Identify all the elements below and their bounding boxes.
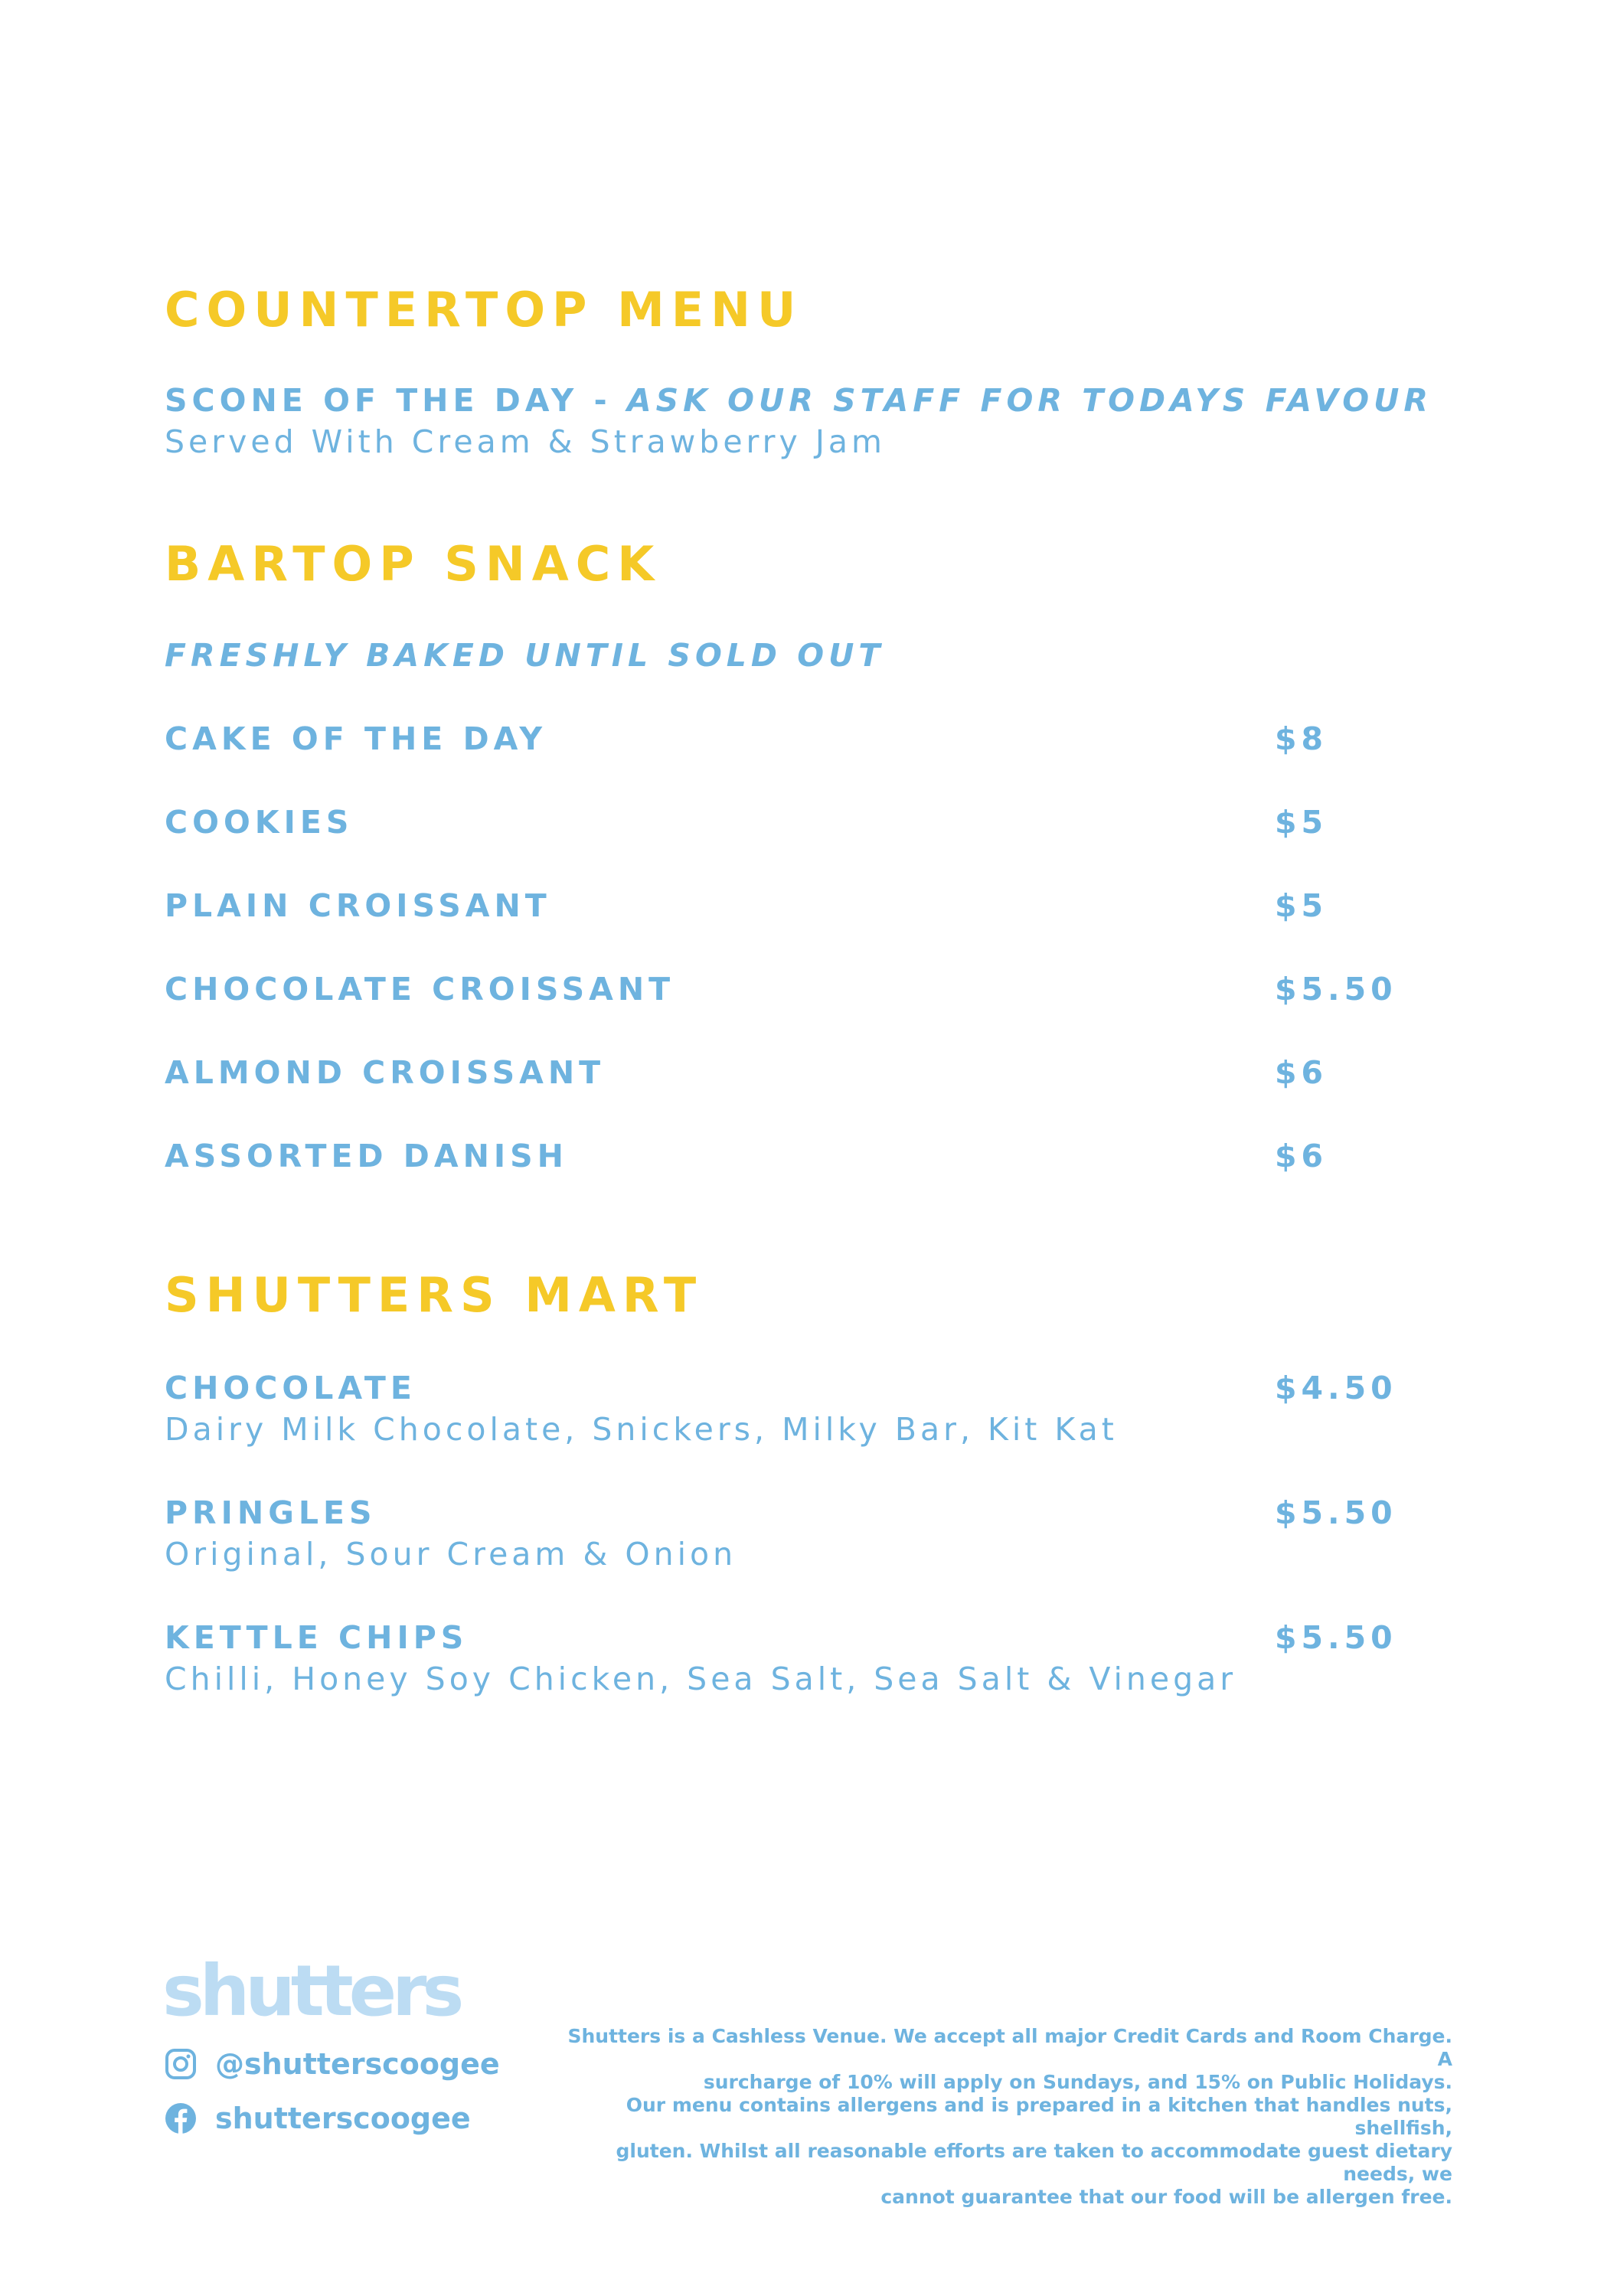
- scone-name: SCONE OF THE DAY -: [165, 382, 627, 419]
- scone-name-italic: ASK OUR STAFF FOR TODAYS FAVOUR: [626, 382, 1432, 419]
- menu-item-name: CAKE OF THE DAY: [165, 720, 547, 757]
- menu-item-name: COOKIES: [165, 804, 354, 841]
- notice-line: gluten. Whilst all reasonable efforts are taken to accommodate guest dietary needs, we: [616, 2140, 1452, 2185]
- countertop-menu-title: COUNTERTOP MENU: [165, 282, 803, 338]
- facebook-handle: shutterscoogee: [215, 2102, 471, 2135]
- menu-item-name: CHOCOLATE: [165, 1370, 416, 1406]
- shutters-mart-title: SHUTTERS MART: [165, 1267, 704, 1323]
- notice-line: Shutters is a Cashless Venue. We accept all major Credit Cards and Room Charge. A: [567, 2025, 1452, 2070]
- menu-item-description: Dairy Milk Chocolate, Snickers, Milky Bar, Kit Kat: [165, 1411, 1118, 1448]
- menu-item-price: $5: [1275, 887, 1328, 924]
- scone-description: Served With Cream & Strawberry Jam: [165, 423, 886, 460]
- notice-line: surcharge of 10% will apply on Sundays, and 15% on Public Holidays.: [703, 2071, 1452, 2093]
- facebook-link[interactable]: [165, 2102, 471, 2135]
- notice-line: cannot guarantee that our food will be allergen free.: [880, 2186, 1452, 2208]
- menu-item-price: $6: [1275, 1054, 1328, 1091]
- instagram-icon: [165, 2048, 197, 2080]
- menu-item-name: KETTLE CHIPS: [165, 1619, 469, 1656]
- menu-item-name: ALMOND CROISSANT: [165, 1054, 606, 1091]
- menu-item-price: $6: [1275, 1138, 1328, 1174]
- instagram-handle: @shutterscoogee: [215, 2047, 500, 2081]
- facebook-icon: [165, 2102, 197, 2134]
- menu-item-description: Original, Sour Cream & Onion: [165, 1536, 737, 1573]
- menu-item-name: PLAIN CROISSANT: [165, 887, 551, 924]
- menu-item-name: ASSORTED DANISH: [165, 1138, 568, 1174]
- menu-item-name: PRINGLES: [165, 1494, 377, 1531]
- scone-item-name: [165, 382, 1432, 419]
- menu-item-description: Chilli, Honey Soy Chicken, Sea Salt, Sea Salt & Vinegar: [165, 1661, 1237, 1697]
- menu-item-price: $4.50: [1275, 1370, 1397, 1406]
- instagram-link[interactable]: [165, 2047, 500, 2081]
- menu-item-name: CHOCOLATE CROISSANT: [165, 971, 675, 1008]
- menu-item-price: $5: [1275, 804, 1328, 841]
- bartop-snack-title: BARTOP SNACK: [165, 536, 662, 592]
- shutters-logo: shutters: [162, 1950, 460, 2032]
- menu-item-price: $8: [1275, 720, 1328, 757]
- menu-item-price: $5.50: [1275, 1494, 1397, 1531]
- freshly-baked-note: FRESHLY BAKED UNTIL SOLD OUT: [165, 637, 885, 674]
- notice-line: Our menu contains allergens and is prepared in a kitchen that handles nuts, shellfish,: [626, 2094, 1452, 2139]
- cashless-allergen-notice: [564, 2025, 1452, 2209]
- menu-item-price: $5.50: [1275, 1619, 1397, 1656]
- menu-item-price: $5.50: [1275, 971, 1397, 1008]
